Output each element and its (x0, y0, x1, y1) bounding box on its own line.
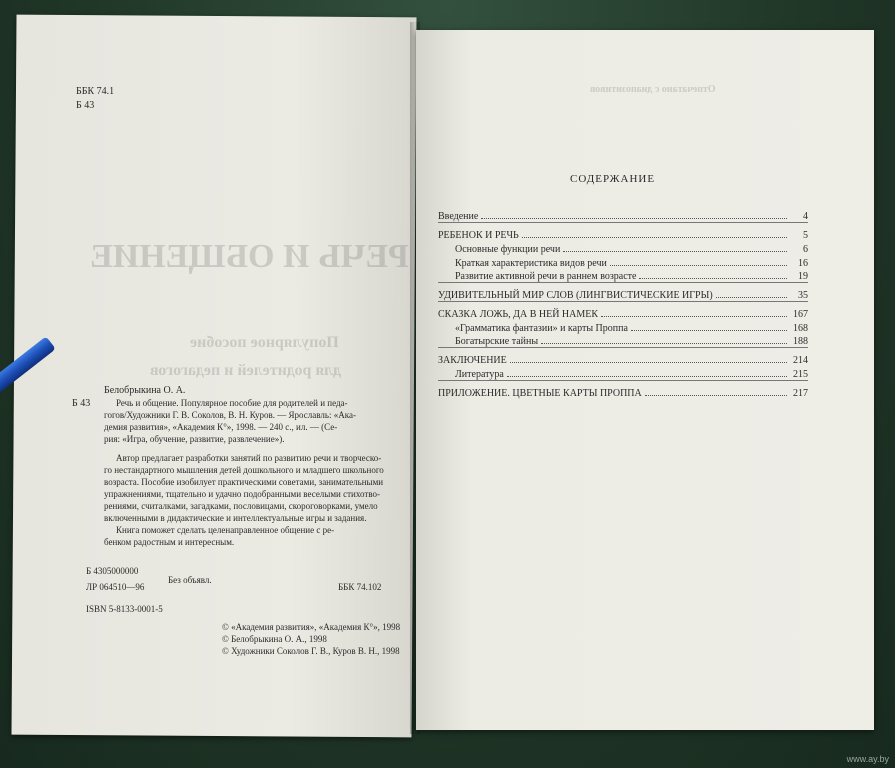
annotation-line: бенком радостным и интересным. (104, 537, 235, 547)
show-through-subtitle-1: Популярное пособие (190, 334, 339, 351)
watermark: www.ay.by (846, 754, 889, 764)
toc-section-rule (438, 347, 808, 348)
catalog-line: Речь и общение. Популярное пособие для родителей и педа- (116, 398, 348, 408)
toc-entry-page: 4 (803, 211, 808, 222)
toc-entry-page: 6 (803, 244, 808, 255)
b-code: Б 4305000000 (86, 566, 139, 576)
annotation-line: рениями, считалками, загадками, пословицами, скороговорками, умело (104, 501, 378, 511)
isbn: ISBN 5-8133-0001-5 (86, 604, 163, 614)
bbk-right-code: ББК 74.102 (338, 582, 382, 592)
catalog-code: Б 43 (72, 398, 91, 409)
catalog-line: демия развития», «Академия К°», 1998. — 240 с., ил. — (Се- (104, 422, 338, 432)
toc-dot-leader (645, 395, 787, 396)
toc-entry (438, 227, 808, 241)
toc-entry-label: УДИВИТЕЛЬНЫЙ МИР СЛОВ (ЛИНГВИСТИЧЕСКИЕ ИГРЫ) (438, 290, 713, 301)
b-note: Без объявл. (168, 575, 212, 585)
toc-section-rule (438, 222, 808, 223)
toc-entry-label: «Грамматика фантазии» и карты Проппа (455, 323, 628, 334)
catalog-author: Белобрыкина О. А. (104, 385, 186, 396)
toc-dot-leader (510, 362, 787, 363)
show-through-subtitle-2: для родителей и педагогов (150, 362, 342, 379)
toc-dot-leader (541, 343, 787, 344)
toc-entry-page: 35 (798, 290, 808, 301)
toc-entry-page: 168 (793, 323, 808, 334)
toc-entry-page: 214 (793, 355, 808, 366)
toc-dot-leader (716, 297, 787, 298)
show-through-text: Отпечатано с диапозитивов (590, 84, 716, 95)
annotation-line: упражнениями, тщательно и удачно подобранными веселыми стихотво- (104, 489, 381, 499)
toc-entry-page: 19 (798, 271, 808, 282)
toc-entry-label: Основные функции речи (455, 244, 561, 255)
toc-section-rule (438, 380, 808, 381)
annotation-line: Автор предлагает разработки занятий по развитию речи и творческо- (116, 453, 382, 463)
toc-dot-leader (631, 330, 787, 331)
toc-dot-leader (601, 316, 787, 317)
toc-entry (455, 241, 808, 255)
toc-entry-page: 215 (793, 369, 808, 380)
index-code: Б 43 (76, 100, 95, 111)
toc-entry-page: 5 (803, 230, 808, 241)
annotation-line: Книга поможет сделать целенаправленное общение с ре- (116, 525, 335, 535)
toc-entry-label: Краткая характеристика видов речи (455, 258, 607, 269)
toc-entry (455, 366, 808, 380)
toc-dot-leader (639, 278, 787, 279)
toc-entry (438, 352, 808, 366)
toc-entry (438, 287, 808, 301)
annotation-line: возраста. Пособие изобилует практическими советами, занимательными (104, 477, 384, 487)
copyright-line: © Художники Соколов Г. В., Куров В. Н., 1998 (222, 646, 400, 656)
toc-entry (455, 320, 808, 334)
catalog-line: гогов/Художники Г. В. Соколов, В. Н. Куров. — Ярославль: «Ака- (104, 410, 356, 420)
toc-dot-leader (481, 218, 787, 219)
toc-dot-leader (507, 376, 787, 377)
toc-entry-page: 188 (793, 336, 808, 347)
toc-entry (438, 208, 808, 222)
show-through-title: РЕЧЬ И ОБЩЕНИЕ (90, 238, 409, 275)
toc-entry-label: СКАЗКА ЛОЖЬ, ДА В НЕЙ НАМЕК (438, 309, 599, 320)
toc-entry (455, 255, 808, 269)
toc-entry-page: 16 (798, 258, 808, 269)
toc-section-rule (438, 301, 808, 302)
toc-entry-page: 217 (793, 388, 808, 399)
toc-entry-label: Введение (438, 211, 479, 222)
copyright-line: © «Академия развития», «Академия К°», 1998 (222, 622, 401, 632)
toc-entry-label: Развитие активной речи в раннем возрасте (455, 271, 637, 282)
copyright-line: © Белобрыкина О. А., 1998 (222, 634, 327, 644)
toc-entry-label: ЗАКЛЮЧЕНИЕ (438, 355, 507, 366)
annotation-line: включенными в дидактические и интеллектуальные игры и задания. (104, 513, 367, 523)
toc-entry-label: Богатырские тайны (455, 336, 539, 347)
toc-dot-leader (563, 251, 787, 252)
annotation-line: го нестандартного мышления детей дошкольного и младшего школьного (104, 465, 384, 475)
toc-entry-label: Литература (455, 369, 504, 380)
toc-title: СОДЕРЖАНИЕ (570, 173, 656, 185)
catalog-line: рия: «Игра, обучение, развитие, развлечение»). (104, 434, 285, 444)
bbk-code: ББК 74.1 (76, 86, 115, 97)
toc-entry-label: ПРИЛОЖЕНИЕ. ЦВЕТНЫЕ КАРТЫ ПРОППА (438, 388, 642, 399)
toc-entry (455, 268, 808, 282)
toc-dot-leader (610, 265, 787, 266)
toc-dot-leader (522, 237, 787, 238)
lr-code: ЛР 064510—96 (86, 582, 145, 592)
toc-entry-label: РЕБЕНОК И РЕЧЬ (438, 230, 519, 241)
toc-entry (438, 385, 808, 399)
toc-entry-page: 167 (793, 309, 808, 320)
toc-entry (438, 306, 808, 320)
toc-entry (455, 333, 808, 347)
toc-section-rule (438, 282, 808, 283)
